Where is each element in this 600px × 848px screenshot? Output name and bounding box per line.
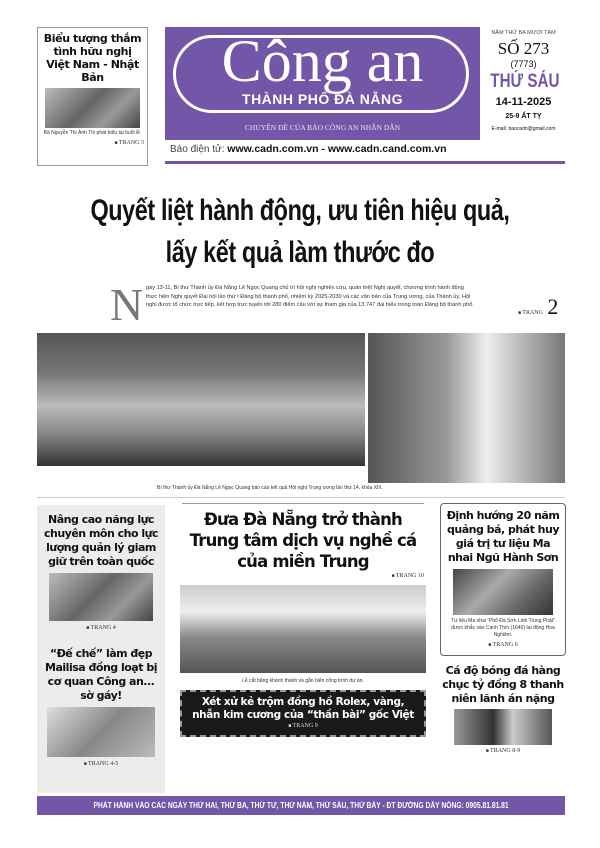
story-photo [49, 573, 153, 621]
story-caption: Tư liệu Ma nhai “Phổ Đà Sơn Linh Trung Phật” được khắc vào Canh Thìn (1640) tại động Hoa Nghiêm. [451, 618, 555, 638]
fishery-photo [180, 585, 426, 673]
footer-bar [37, 796, 565, 815]
story-title[interactable]: Cá độ bóng đá hàng chục tỷ đồng 8 thanh niên lãnh án nặng [442, 664, 564, 705]
speaker-photo [368, 333, 565, 483]
teaser-page: ■ TRANG 3 [41, 139, 144, 148]
main-caption: Bí thư Thành ủy Đà Nẵng Lê Ngọc Quang báo cáo kết quả Hội nghị Trung ương lần thứ 14, khóa XIII. [157, 485, 383, 491]
right-column [440, 503, 566, 756]
lead-text: gày 13-11, Bí thư Thành ủy Đà Nẵng Lê Ngọc Quang chủ trì hội nghị nghiên cứu, quán triệt Nghị quyết, chương trình hành động thực hiện Nghị quyết Đại hội lần thứ I Đảng bộ thành phố, nhiệm kỳ 2025-2030 và các văn bản của Trung ương, của Thành ủy. Hội nghị được tổ chức trực tiếp, kết hợp trực tuyến tới 280 điểm cầu với sự tham gia của 13.747 đại biểu trong toàn Đảng bộ thành phố. [146, 285, 474, 308]
divider [165, 161, 565, 164]
urls[interactable]: www.cadn.com.vn - www.cadn.cand.com.vn [227, 143, 447, 155]
drop-cap: N [110, 279, 144, 330]
lunar-date: 25-9 ẤT TỴ [505, 113, 542, 120]
masthead-city: THÀNH PHỐ ĐÀ NẴNG [242, 91, 403, 107]
main-headline[interactable] [30, 190, 570, 280]
story-photo [47, 707, 155, 757]
box-title: Xét xử kẻ trộm đồng hồ Rolex, vàng, nhẫn kim cương của “thần bài” gốc Việt [192, 696, 414, 721]
lead-paragraph [110, 279, 570, 330]
center-story-title[interactable]: Đưa Đà Nẵng trở thành Trung tâm dịch vụ nghề cá của miền Trung [189, 510, 417, 571]
masthead [165, 27, 480, 140]
boxed-story[interactable] [440, 503, 566, 656]
court-photo [454, 709, 552, 745]
carving-photo [453, 569, 553, 615]
page-label: ■ TRANG [518, 310, 543, 316]
masthead-subtitle: CHUYÊN ĐỀ CỦA BÁO CÔNG AN NHÂN DÂN [244, 123, 401, 132]
issue-serial: (7773) [510, 59, 537, 69]
section-divider [37, 497, 565, 498]
headline-line-1: Quyết liệt hành động, ưu tiên hiệu quả, [90, 194, 510, 227]
teaser-top-left[interactable] [37, 27, 148, 166]
issue-info [482, 30, 565, 132]
headline-line-2: lấy kết quả làm thước đo [165, 236, 435, 269]
footer-text: PHÁT HÀNH VÀO CÁC NGÀY THỨ HAI, THỨ BA, THỨ TƯ, THỨ NĂM, THỨ SÁU, THỨ BẢY - ĐT ĐƯỜNG DÂY NÓNG: 0905.81.81.81 [93, 801, 509, 810]
center-page: ■ TRANG 10 [178, 572, 428, 581]
story-page: ■ TRANG 4 [41, 624, 161, 633]
main-page-ref[interactable] [518, 294, 558, 320]
center-column [178, 503, 428, 737]
center-caption: Lễ cắt băng khánh thành và gắn biển công trình dự án. [242, 678, 364, 684]
issue-date: 14-11-2025 [495, 96, 552, 108]
url-label: Báo điện tử: [170, 144, 225, 155]
left-column [37, 505, 165, 793]
story-title: Định hướng 20 năm quảng bá, phát huy giá trị tư liệu Ma nhai Ngũ Hành Sơn [446, 509, 560, 564]
website-line [170, 143, 480, 155]
story-title[interactable]: “Đế chế” làm đẹp Mailisa đồng loạt bị cơ quan Công an... sờ gáy! [45, 647, 157, 702]
logo: Công an [221, 28, 424, 94]
conference-photo [37, 333, 365, 466]
teaser-caption: Bà Nguyễn Thị Ánh Thi phát biểu tại buổi lễ. [43, 130, 142, 136]
story-page: ■ TRANG 8-9 [440, 747, 566, 756]
weekday: THỨ SÁU [490, 71, 560, 92]
page-num: 2 [547, 294, 559, 319]
issue-number: SỐ 273 [497, 39, 550, 58]
email: E-mail: baocadn@gmail.com [491, 126, 556, 132]
story-page: ■ TRANG 6 [445, 641, 561, 650]
teaser-title: Biểu tượng thắm tình hữu nghị Việt Nam - Nhật Bản [43, 32, 142, 84]
story-title[interactable]: Nâng cao năng lực chuyên môn cho lực lượng quản lý giam giữ trên toàn quốc [43, 513, 158, 568]
highlight-box[interactable] [180, 690, 426, 737]
teaser-photo [45, 88, 140, 128]
issue-year: NĂM THỨ BA MƯƠI TÁM [491, 30, 556, 36]
box-page: ■ TRANG 9 [187, 722, 419, 731]
story-page: ■ TRANG 4-5 [41, 760, 161, 769]
